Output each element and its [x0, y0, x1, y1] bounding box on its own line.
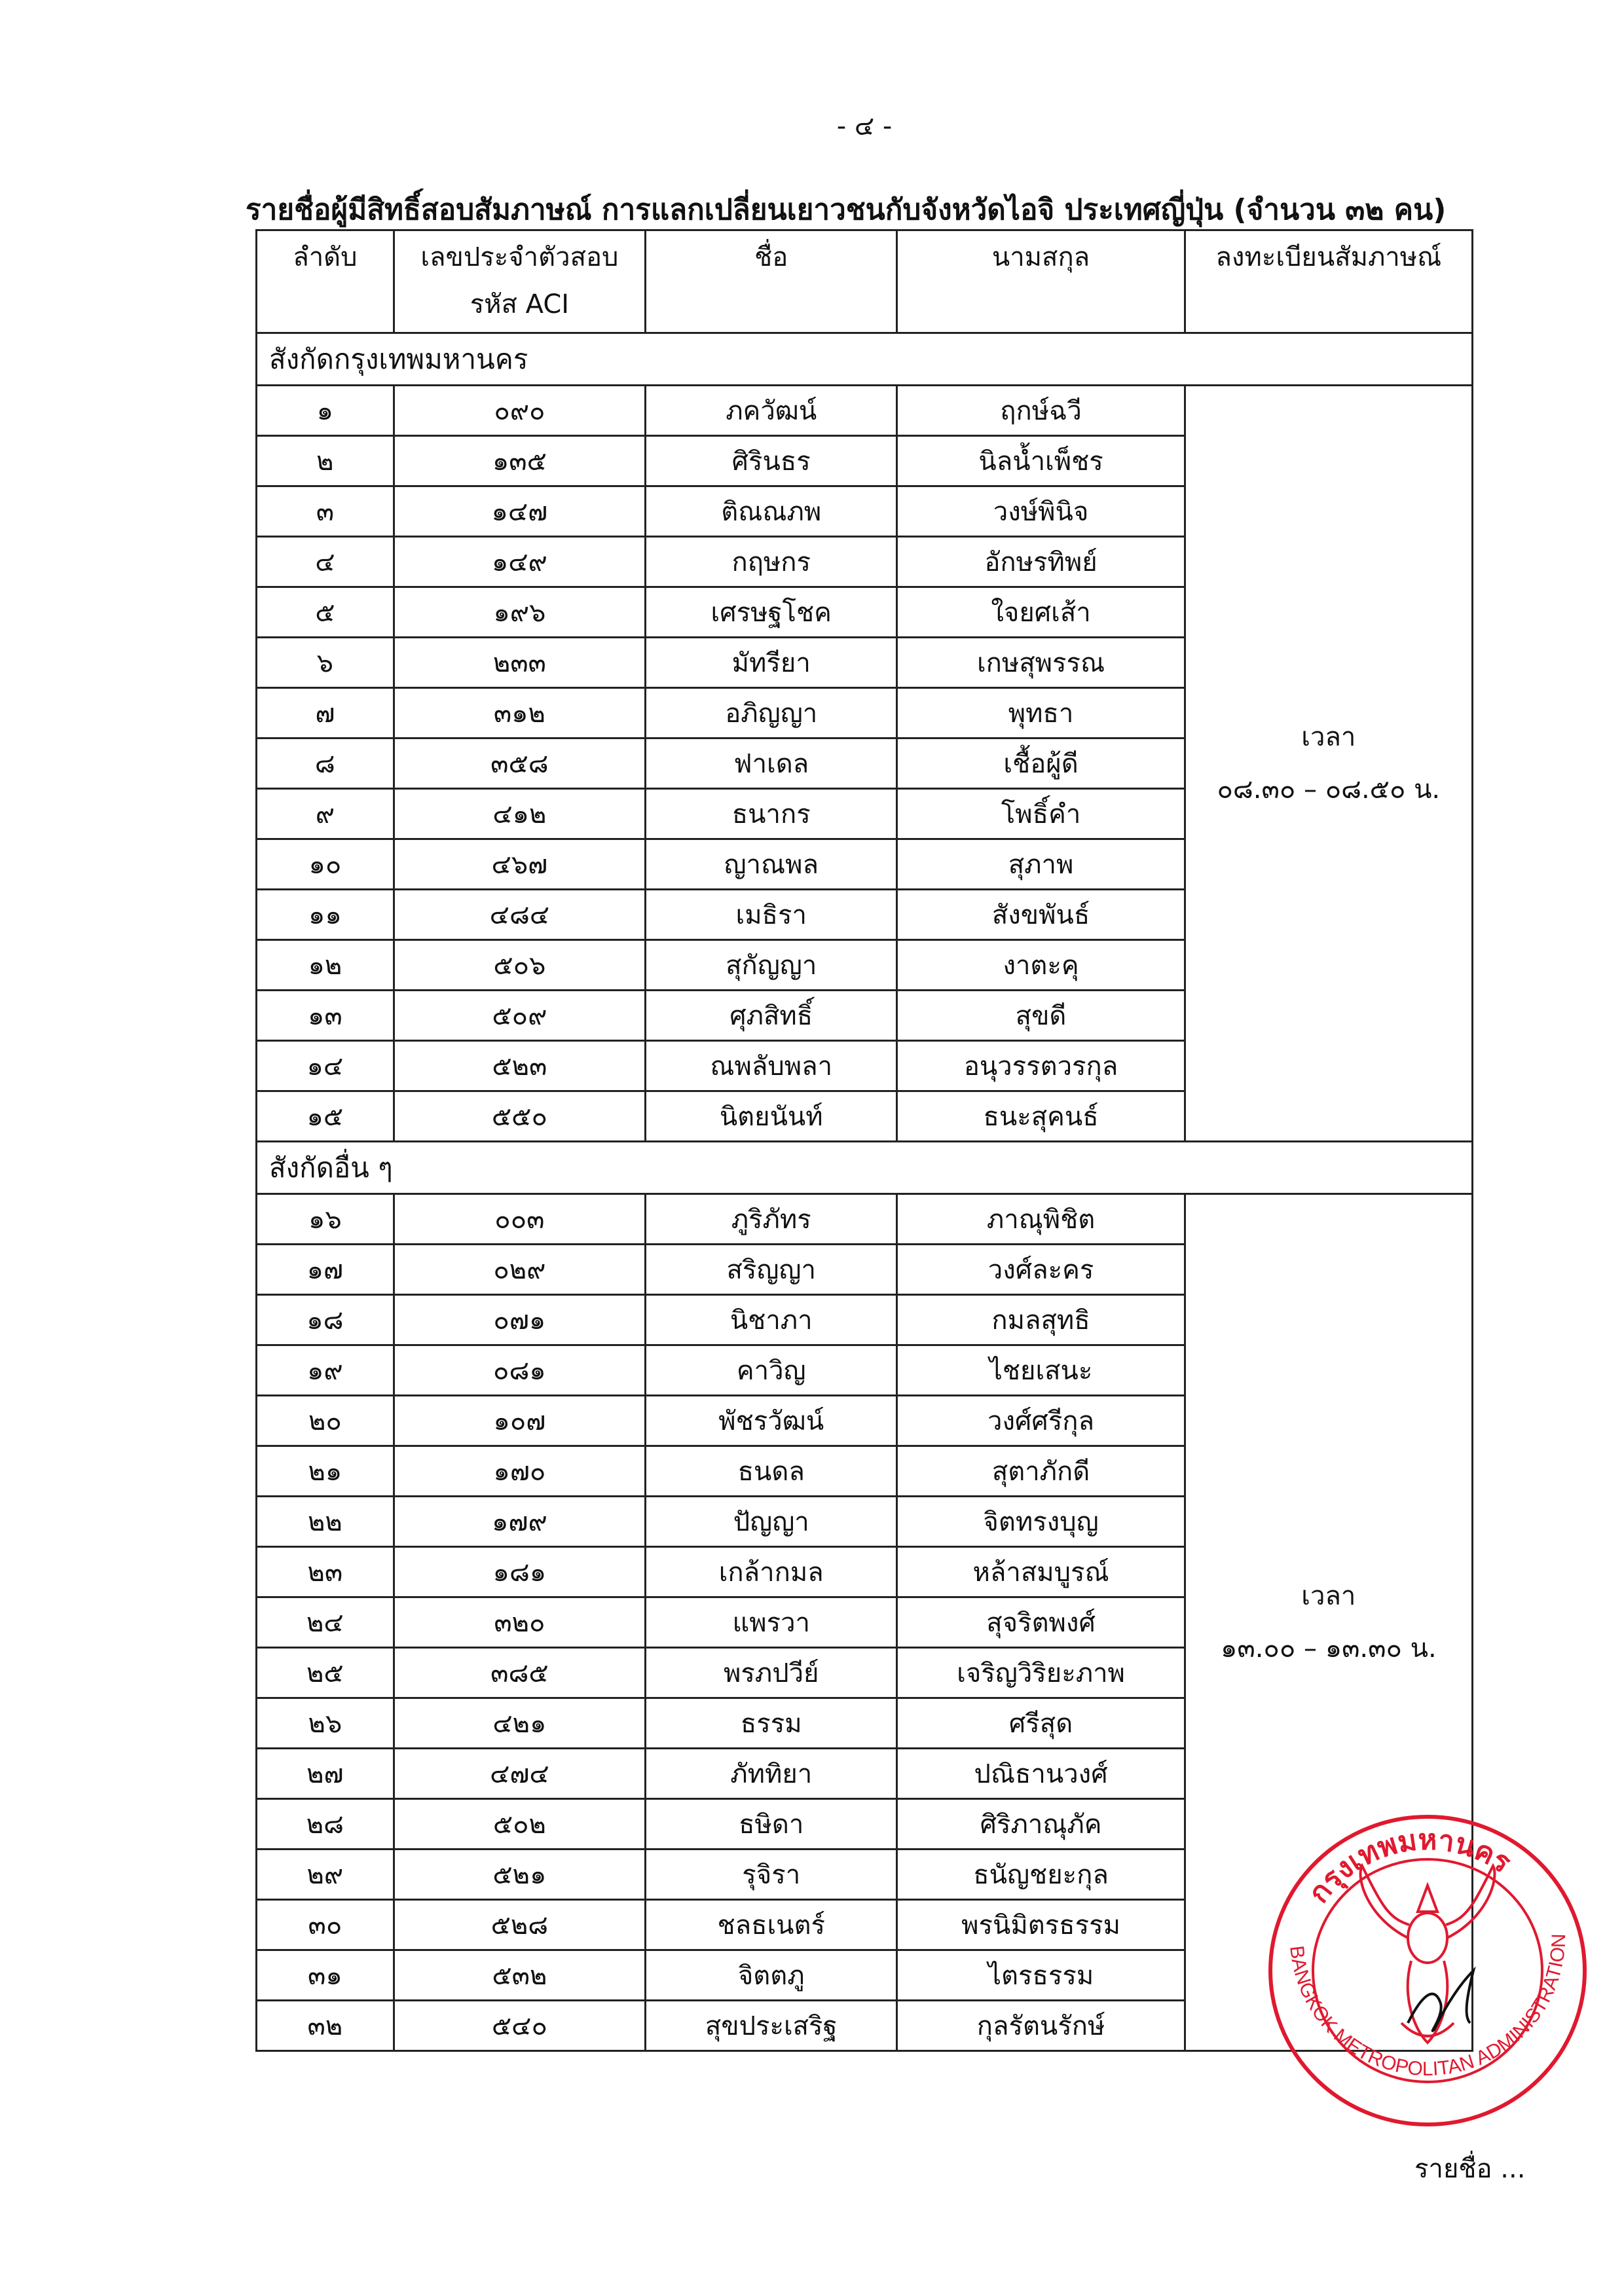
row-first-name: นิชาภา	[646, 1295, 897, 1345]
row-last-name: พุทธา	[897, 688, 1185, 738]
row-order: ๒๒	[257, 1497, 394, 1547]
section-label: สังกัดอื่น ๆ	[257, 1142, 1473, 1194]
row-exam-id: ๑๐๗	[394, 1396, 645, 1446]
page-number: - ๔ -	[836, 111, 893, 141]
header-exam-id-line1: เลขประจำตัวสอบ	[420, 242, 619, 272]
row-first-name: เกล้ากมล	[646, 1547, 897, 1597]
row-first-name: ศิรินธร	[646, 436, 897, 486]
row-order: ๓๑	[257, 1950, 394, 2001]
row-first-name: ฟาเดล	[646, 738, 897, 789]
row-last-name: ปณิธานวงศ์	[897, 1749, 1185, 1799]
row-last-name: อนุวรรตวรกุล	[897, 1041, 1185, 1091]
header-last-name: นามสกุล	[897, 230, 1185, 333]
row-order: ๒๙	[257, 1850, 394, 1900]
section-header	[257, 1142, 1473, 1194]
row-exam-id: ๓๘๕	[394, 1648, 645, 1698]
row-last-name: นิลน้ำเพ็ชร	[897, 436, 1185, 486]
row-last-name: งาตะคุ	[897, 940, 1185, 991]
table-row	[257, 1194, 1473, 1245]
row-exam-id: ๒๓๓	[394, 638, 645, 688]
row-last-name: ใจยศเส้า	[897, 587, 1185, 638]
row-first-name: รุจิรา	[646, 1850, 897, 1900]
row-exam-id: ๔๘๔	[394, 890, 645, 940]
row-order: ๖	[257, 638, 394, 688]
row-last-name: หล้าสมบูรณ์	[897, 1547, 1185, 1597]
row-last-name: ไชยเสนะ	[897, 1345, 1185, 1396]
row-order: ๑๐	[257, 839, 394, 890]
row-order: ๑๘	[257, 1295, 394, 1345]
row-last-name: กมลสุทธิ	[897, 1295, 1185, 1345]
row-last-name: ธนัญชยะกุล	[897, 1850, 1185, 1900]
header-exam-id-line2: รหัส ACI	[470, 289, 570, 319]
row-first-name: จิตตภู	[646, 1950, 897, 2001]
row-order: ๑๖	[257, 1194, 394, 1245]
row-first-name: สุกัญญา	[646, 940, 897, 991]
row-last-name: ศิริภาณุภัค	[897, 1799, 1185, 1850]
row-first-name: สริญญา	[646, 1245, 897, 1295]
row-exam-id: ๕๒๑	[394, 1850, 645, 1900]
row-exam-id: ๓๕๘	[394, 738, 645, 789]
row-first-name: ธนดล	[646, 1446, 897, 1497]
row-last-name: กุลรัตนรักษ์	[897, 2001, 1185, 2051]
row-first-name: ภูริภัทร	[646, 1194, 897, 1245]
row-first-name: แพรวา	[646, 1597, 897, 1648]
row-exam-id: ๑๗๙	[394, 1497, 645, 1547]
row-last-name: เกษสุพรรณ	[897, 638, 1185, 688]
row-first-name: สุขประเสริฐ	[646, 2001, 897, 2051]
row-last-name: สุตาภักดี	[897, 1446, 1185, 1497]
row-order: ๒๕	[257, 1648, 394, 1698]
candidate-table	[255, 229, 1473, 2052]
row-exam-id: ๕๒๓	[394, 1041, 645, 1091]
row-order: ๘	[257, 738, 394, 789]
row-last-name: วงศ์ละคร	[897, 1245, 1185, 1295]
row-order: ๓๒	[257, 2001, 394, 2051]
row-exam-id: ๕๐๒	[394, 1799, 645, 1850]
table-header	[257, 230, 1473, 333]
row-exam-id: ๑๘๑	[394, 1547, 645, 1597]
row-first-name: ธนากร	[646, 789, 897, 839]
row-order: ๒๘	[257, 1799, 394, 1850]
header-exam-id	[394, 230, 645, 333]
row-first-name: ธษิดา	[646, 1799, 897, 1850]
row-exam-id: ๐๐๓	[394, 1194, 645, 1245]
row-last-name: วงศ์ศรีกุล	[897, 1396, 1185, 1446]
row-order: ๒๐	[257, 1396, 394, 1446]
document-title: รายชื่อผู้มีสิทธิ์สอบสัมภาษณ์ การแลกเปลี่ยนเยาวชนกับจังหวัดไอจิ ประเทศญี่ปุ่น (จำนวน ๓๒ คน)	[246, 193, 1447, 227]
row-exam-id: ๑๓๕	[394, 436, 645, 486]
row-last-name: ธนะสุคนธ์	[897, 1091, 1185, 1142]
row-first-name: ศุภสิทธิ์	[646, 991, 897, 1041]
row-exam-id: ๑๗๐	[394, 1446, 645, 1497]
interview-time-slot	[1185, 386, 1472, 1142]
row-last-name: โพธิ์คำ	[897, 789, 1185, 839]
row-first-name: ติณณภพ	[646, 486, 897, 537]
time-range: ๐๘.๓๐ – ๐๘.๕๐ น.	[1217, 774, 1441, 805]
header-register: ลงทะเบียนสัมภาษณ์	[1185, 230, 1472, 333]
row-first-name: พรภปวีย์	[646, 1648, 897, 1698]
row-first-name: มัทรียา	[646, 638, 897, 688]
row-order: ๕	[257, 587, 394, 638]
row-exam-id: ๕๔๐	[394, 2001, 645, 2051]
row-order: ๑๙	[257, 1345, 394, 1396]
row-exam-id: ๑๔๙	[394, 537, 645, 587]
row-last-name: ศรีสุด	[897, 1698, 1185, 1749]
row-last-name: จิตทรงบุญ	[897, 1497, 1185, 1547]
row-order: ๒๗	[257, 1749, 394, 1799]
row-order: ๒๖	[257, 1698, 394, 1749]
row-first-name: นิตยนันท์	[646, 1091, 897, 1142]
row-order: ๑๓	[257, 991, 394, 1041]
row-order: ๔	[257, 537, 394, 587]
row-exam-id: ๓๒๐	[394, 1597, 645, 1648]
row-order: ๑๔	[257, 1041, 394, 1091]
row-first-name: เศรษฐโชค	[646, 587, 897, 638]
row-order: ๑๒	[257, 940, 394, 991]
row-last-name: สังขพันธ์	[897, 890, 1185, 940]
row-last-name: เชื้อผู้ดี	[897, 738, 1185, 789]
row-order: ๑๗	[257, 1245, 394, 1295]
row-exam-id: ๐๙๐	[394, 386, 645, 436]
row-exam-id: ๔๑๒	[394, 789, 645, 839]
row-last-name: สุภาพ	[897, 839, 1185, 890]
row-first-name: ปัญญา	[646, 1497, 897, 1547]
row-first-name: ณพลับพลา	[646, 1041, 897, 1091]
row-first-name: กฤษกร	[646, 537, 897, 587]
row-order: ๒๓	[257, 1547, 394, 1597]
row-exam-id: ๕๓๒	[394, 1950, 645, 2001]
time-label: เวลา	[1301, 1581, 1356, 1611]
row-exam-id: ๐๘๑	[394, 1345, 645, 1396]
row-exam-id: ๑๙๖	[394, 587, 645, 638]
row-last-name: สุจริตพงศ์	[897, 1597, 1185, 1648]
time-range: ๑๓.๐๐ – ๑๓.๓๐ น.	[1220, 1633, 1437, 1664]
row-order: ๓	[257, 486, 394, 537]
header-first-name: ชื่อ	[646, 230, 897, 333]
time-label: เวลา	[1301, 722, 1356, 752]
row-first-name: ภควัฒน์	[646, 386, 897, 436]
garuda-emblem-icon	[1361, 1866, 1495, 2043]
row-order: ๒๑	[257, 1446, 394, 1497]
row-exam-id: ๔๒๑	[394, 1698, 645, 1749]
section-label: สังกัดกรุงเทพมหานคร	[257, 333, 1473, 386]
row-exam-id: ๐๗๑	[394, 1295, 645, 1345]
row-exam-id: ๔๖๗	[394, 839, 645, 890]
header-order: ลำดับ	[257, 230, 394, 333]
row-exam-id: ๕๐๖	[394, 940, 645, 991]
row-first-name: ธรรม	[646, 1698, 897, 1749]
row-first-name: ภัททิยา	[646, 1749, 897, 1799]
row-last-name: เจริญวิริยะภาพ	[897, 1648, 1185, 1698]
row-first-name: พัชรวัฒน์	[646, 1396, 897, 1446]
row-first-name: คาวิญ	[646, 1345, 897, 1396]
row-last-name: ฤกษ์ฉวี	[897, 386, 1185, 436]
row-first-name: เมธิรา	[646, 890, 897, 940]
row-last-name: อักษรทิพย์	[897, 537, 1185, 587]
row-first-name: อภิญญา	[646, 688, 897, 738]
row-order: ๙	[257, 789, 394, 839]
row-last-name: สุขดี	[897, 991, 1185, 1041]
row-last-name: วงษ์พินิจ	[897, 486, 1185, 537]
row-exam-id: ๕๕๐	[394, 1091, 645, 1142]
row-order: ๓๐	[257, 1900, 394, 1950]
row-order: ๗	[257, 688, 394, 738]
svg-text:BANGKOK METROPOLITAN ADMINISTR: BANGKOK METROPOLITAN ADMINISTRATION	[1285, 1933, 1570, 2081]
row-exam-id: ๔๗๔	[394, 1749, 645, 1799]
row-exam-id: ๕๒๘	[394, 1900, 645, 1950]
row-order: ๑๕	[257, 1091, 394, 1142]
row-order: ๒	[257, 436, 394, 486]
row-last-name: พรนิมิตรธรรม	[897, 1900, 1185, 1950]
row-exam-id: ๐๒๙	[394, 1245, 645, 1295]
continuation-note: รายชื่อ ...	[1414, 2154, 1526, 2184]
table-row	[257, 386, 1473, 436]
row-order: ๑๑	[257, 890, 394, 940]
row-order: ๑	[257, 386, 394, 436]
row-first-name: ญาณพล	[646, 839, 897, 890]
section-header	[257, 333, 1473, 386]
bma-seal-stamp	[1257, 1807, 1598, 2134]
row-order: ๒๔	[257, 1597, 394, 1648]
row-exam-id: ๕๐๙	[394, 991, 645, 1041]
row-last-name: ไตรธรรม	[897, 1950, 1185, 2001]
row-first-name: ชลธเนตร์	[646, 1900, 897, 1950]
row-exam-id: ๓๑๒	[394, 688, 645, 738]
row-exam-id: ๑๔๗	[394, 486, 645, 537]
svg-text:กรุงเทพมหานคร: กรุงเทพมหานคร	[1302, 1823, 1517, 1910]
row-last-name: ภาณุพิชิต	[897, 1194, 1185, 1245]
